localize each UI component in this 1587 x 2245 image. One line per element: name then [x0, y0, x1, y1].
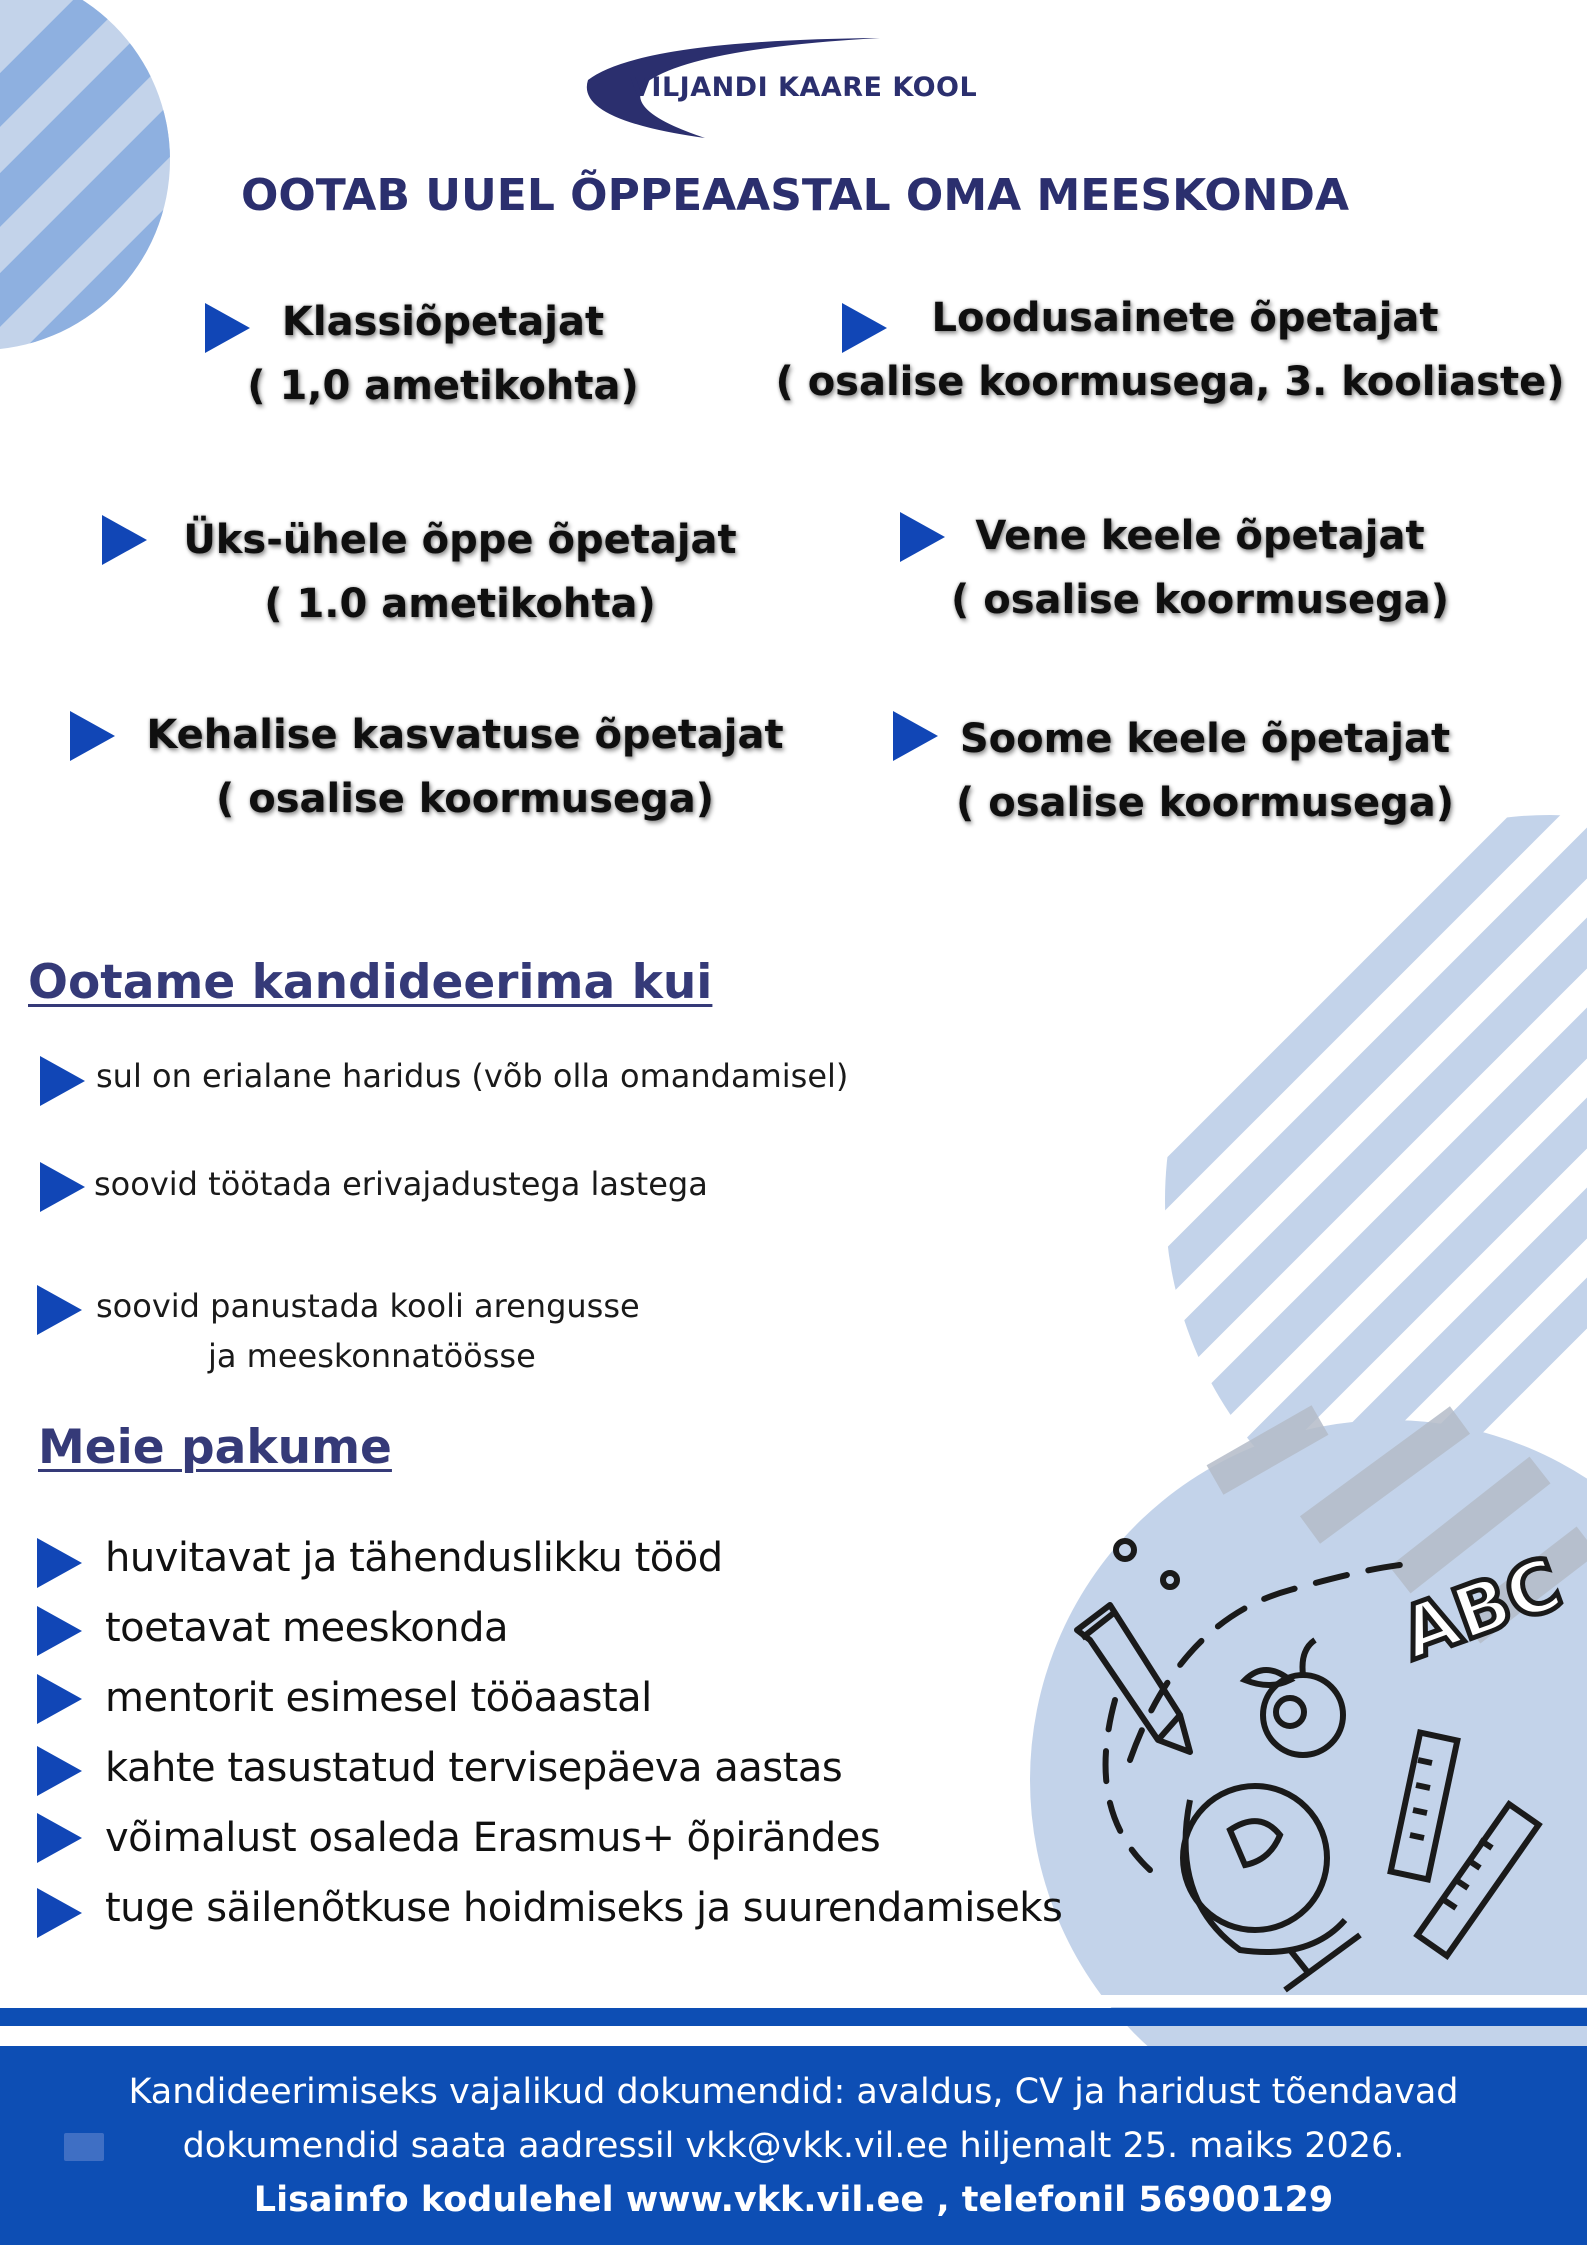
footer-divider	[0, 2008, 1587, 2026]
job-title: Klassiõpetajat	[281, 299, 605, 345]
job-item	[218, 290, 668, 418]
play-arrow-icon	[37, 1813, 82, 1863]
conditions-heading: Ootame kandideerima kui	[28, 955, 713, 1010]
apple-icon	[1245, 1640, 1343, 1755]
ruler-icon	[1391, 1733, 1539, 1956]
play-arrow-icon	[37, 1888, 82, 1938]
job-detail: ( 1,0 ametikohta)	[247, 363, 639, 409]
condition-item: soovid töötada erivajadustega lastega	[94, 1165, 708, 1203]
play-arrow-icon	[37, 1538, 82, 1588]
offer-item: huvitavat ja tähenduslikku tööd	[105, 1535, 723, 1581]
offers-heading: Meie pakume	[38, 1420, 392, 1475]
job-detail: ( osalise koormusega)	[956, 780, 1454, 826]
play-arrow-icon	[37, 1746, 82, 1796]
pencil-icon	[1077, 1605, 1190, 1752]
job-title: Soome keele õpetajat	[959, 716, 1451, 762]
job-item	[940, 707, 1470, 835]
play-arrow-icon	[37, 1285, 82, 1335]
condition-item: sul on erialane haridus (võb olla omandamisel)	[96, 1057, 849, 1095]
abc-letters: ABC	[1389, 1540, 1573, 1676]
play-arrow-icon	[37, 1674, 82, 1724]
job-item	[120, 703, 810, 831]
job-item	[150, 508, 770, 636]
play-arrow-icon	[40, 1162, 85, 1212]
job-item	[930, 504, 1470, 632]
play-arrow-icon	[40, 1056, 85, 1106]
condition-item: soovid panustada kooli arengusse	[96, 1287, 640, 1325]
job-title: Vene keele õpetajat	[975, 513, 1425, 559]
globe-icon	[1183, 1786, 1360, 1990]
page-title: OOTAB UUEL ÕPPEAASTAL OMA MEESKONDA	[240, 170, 1349, 221]
job-title: Loodusainete õpetajat	[931, 295, 1439, 341]
job-detail: ( osalise koormusega, 3. kooliaste)	[775, 359, 1565, 405]
footer-line-1: Kandideerimiseks vajalikud dokumendid: avaldus, CV ja haridust tõendavad	[128, 2072, 1459, 2112]
play-arrow-icon	[102, 515, 147, 565]
play-arrow-icon	[70, 711, 115, 761]
job-detail: ( osalise koormusega)	[216, 776, 714, 822]
offer-item: mentorit esimesel tööaastal	[105, 1675, 652, 1721]
job-detail: ( 1.0 ametikohta)	[264, 581, 656, 627]
offer-item: kahte tasustatud tervisepäeva aastas	[105, 1745, 843, 1791]
offer-item: tuge säilenõtkuse hoidmiseks ja suurendamiseks	[105, 1885, 1063, 1931]
job-item	[760, 286, 1580, 414]
job-title: Kehalise kasvatuse õpetajat	[146, 712, 784, 758]
logo-text: VILJANDI KAARE KOOL	[630, 72, 978, 103]
play-arrow-icon	[893, 711, 938, 761]
offer-item: võimalust osaleda Erasmus+ õpirändes	[105, 1815, 881, 1861]
footer-line-2: dokumendid saata aadressil vkk@vkk.vil.ee hiljemalt 25. maiks 2026.	[182, 2126, 1405, 2166]
job-title: Üks-ühele õppe õpetajat	[183, 517, 737, 563]
offer-item: toetavat meeskonda	[105, 1605, 509, 1651]
play-arrow-icon	[37, 1606, 82, 1656]
footer-line-3: Lisainfo kodulehel www.vkk.vil.ee , telefonil 56900129	[253, 2180, 1334, 2220]
job-detail: ( osalise koormusega)	[951, 577, 1449, 623]
condition-item: ja meeskonnatöösse	[208, 1337, 536, 1375]
